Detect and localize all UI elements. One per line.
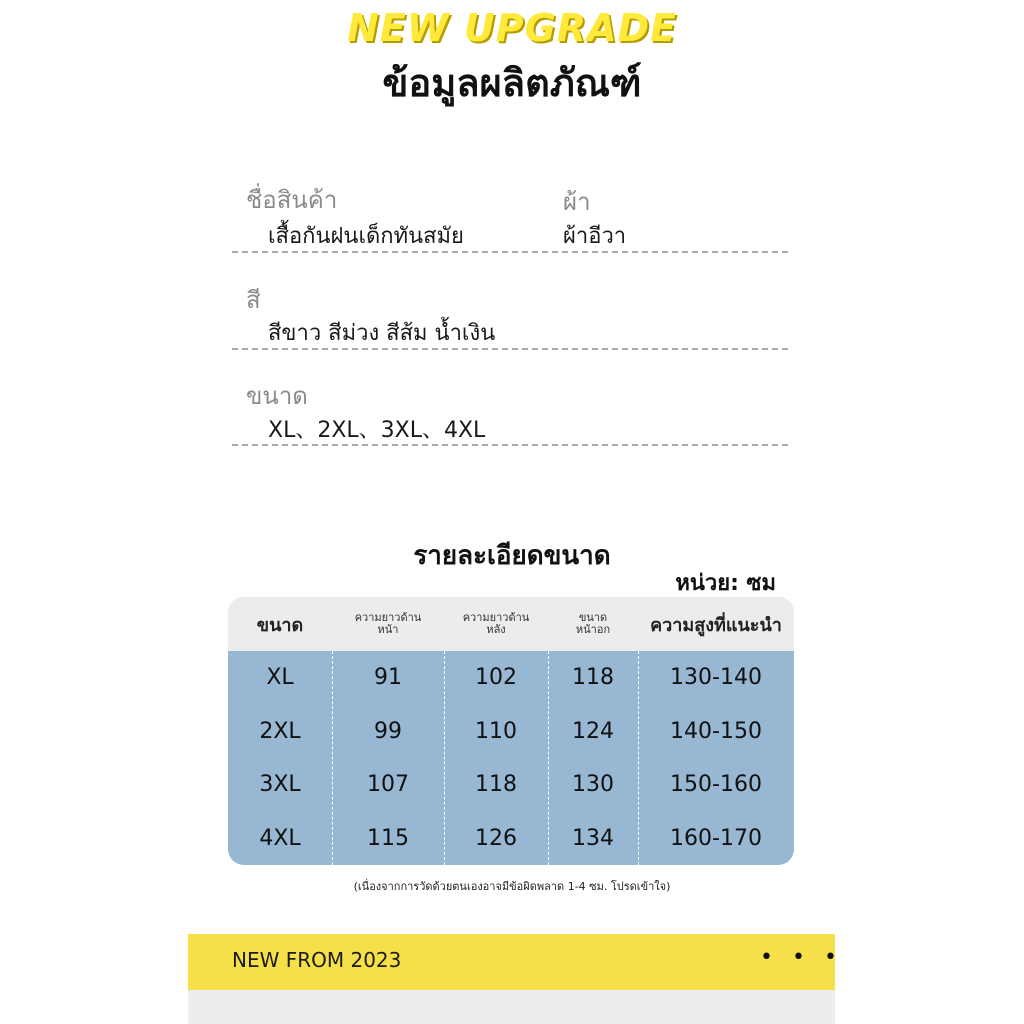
page-title: ข้อมูลผลิตภัณฑ์: [382, 61, 642, 105]
table-cell: 140-150: [670, 718, 762, 744]
table-cell: 91: [374, 665, 402, 691]
table-cell: XL: [266, 665, 294, 691]
size-label: ขนาด: [246, 382, 308, 410]
column-header: ขนาดหน้าอก: [575, 611, 611, 636]
table-header: [228, 597, 794, 651]
divider: [232, 348, 788, 350]
table-cell: 134: [572, 825, 614, 851]
table-cell: 126: [475, 825, 517, 851]
footer-text: NEW FROM 2023: [232, 948, 402, 972]
table-cell: 118: [572, 665, 614, 691]
table-cell: 110: [475, 718, 517, 744]
divider: [232, 251, 788, 253]
fabric-label: ผ้า: [563, 188, 591, 216]
table-cell: 124: [572, 718, 614, 744]
column-header: ความยาวด้านหน้า: [354, 611, 422, 636]
divider: [232, 444, 788, 446]
product-name-label: ชื่อสินค้า: [246, 186, 338, 214]
unit-label: หน่วย: ซม: [675, 571, 776, 596]
table-cell: 107: [367, 772, 409, 798]
table-cell: 118: [475, 772, 517, 798]
banner-text: NEW UPGRADE: [347, 6, 677, 50]
column-header: ความยาวด้านหลัง: [462, 611, 530, 636]
table-cell: 99: [374, 718, 402, 744]
table-cell: 4XL: [259, 825, 301, 851]
more-dots-icon: • • •: [760, 945, 843, 970]
table-cell: 102: [475, 665, 517, 691]
table-cell: 130-140: [670, 665, 762, 691]
column-header: ความสูงที่แนะนำ: [650, 614, 782, 636]
size-table: [228, 597, 794, 865]
table-cell: 130: [572, 772, 614, 798]
column-header: ขนาด: [256, 614, 304, 636]
measurement-note: (เนื่องจากการวัดด้วยตนเองอาจมีข้อผิดพลาด 1-4 ซม. โปรดเข้าใจ): [353, 880, 671, 893]
table-cell: 150-160: [670, 772, 762, 798]
color-value: สีขาว สีม่วง สีส้ม น้ำเงิน: [268, 321, 496, 346]
table-cell: 115: [367, 825, 409, 851]
table-cell: 3XL: [259, 772, 301, 798]
size-chart-title: รายละเอียดขนาด: [413, 541, 611, 571]
size-value: XL、2XL、3XL、4XL: [268, 418, 486, 443]
footer-strip: [188, 990, 835, 1024]
product-name-value: เสื้อกันฝนเด็กทันสมัย: [268, 224, 464, 249]
fabric-value: ผ้าอีวา: [563, 224, 627, 249]
table-cell: 160-170: [670, 825, 762, 851]
color-label: สี: [246, 286, 261, 314]
table-cell: 2XL: [259, 718, 301, 744]
